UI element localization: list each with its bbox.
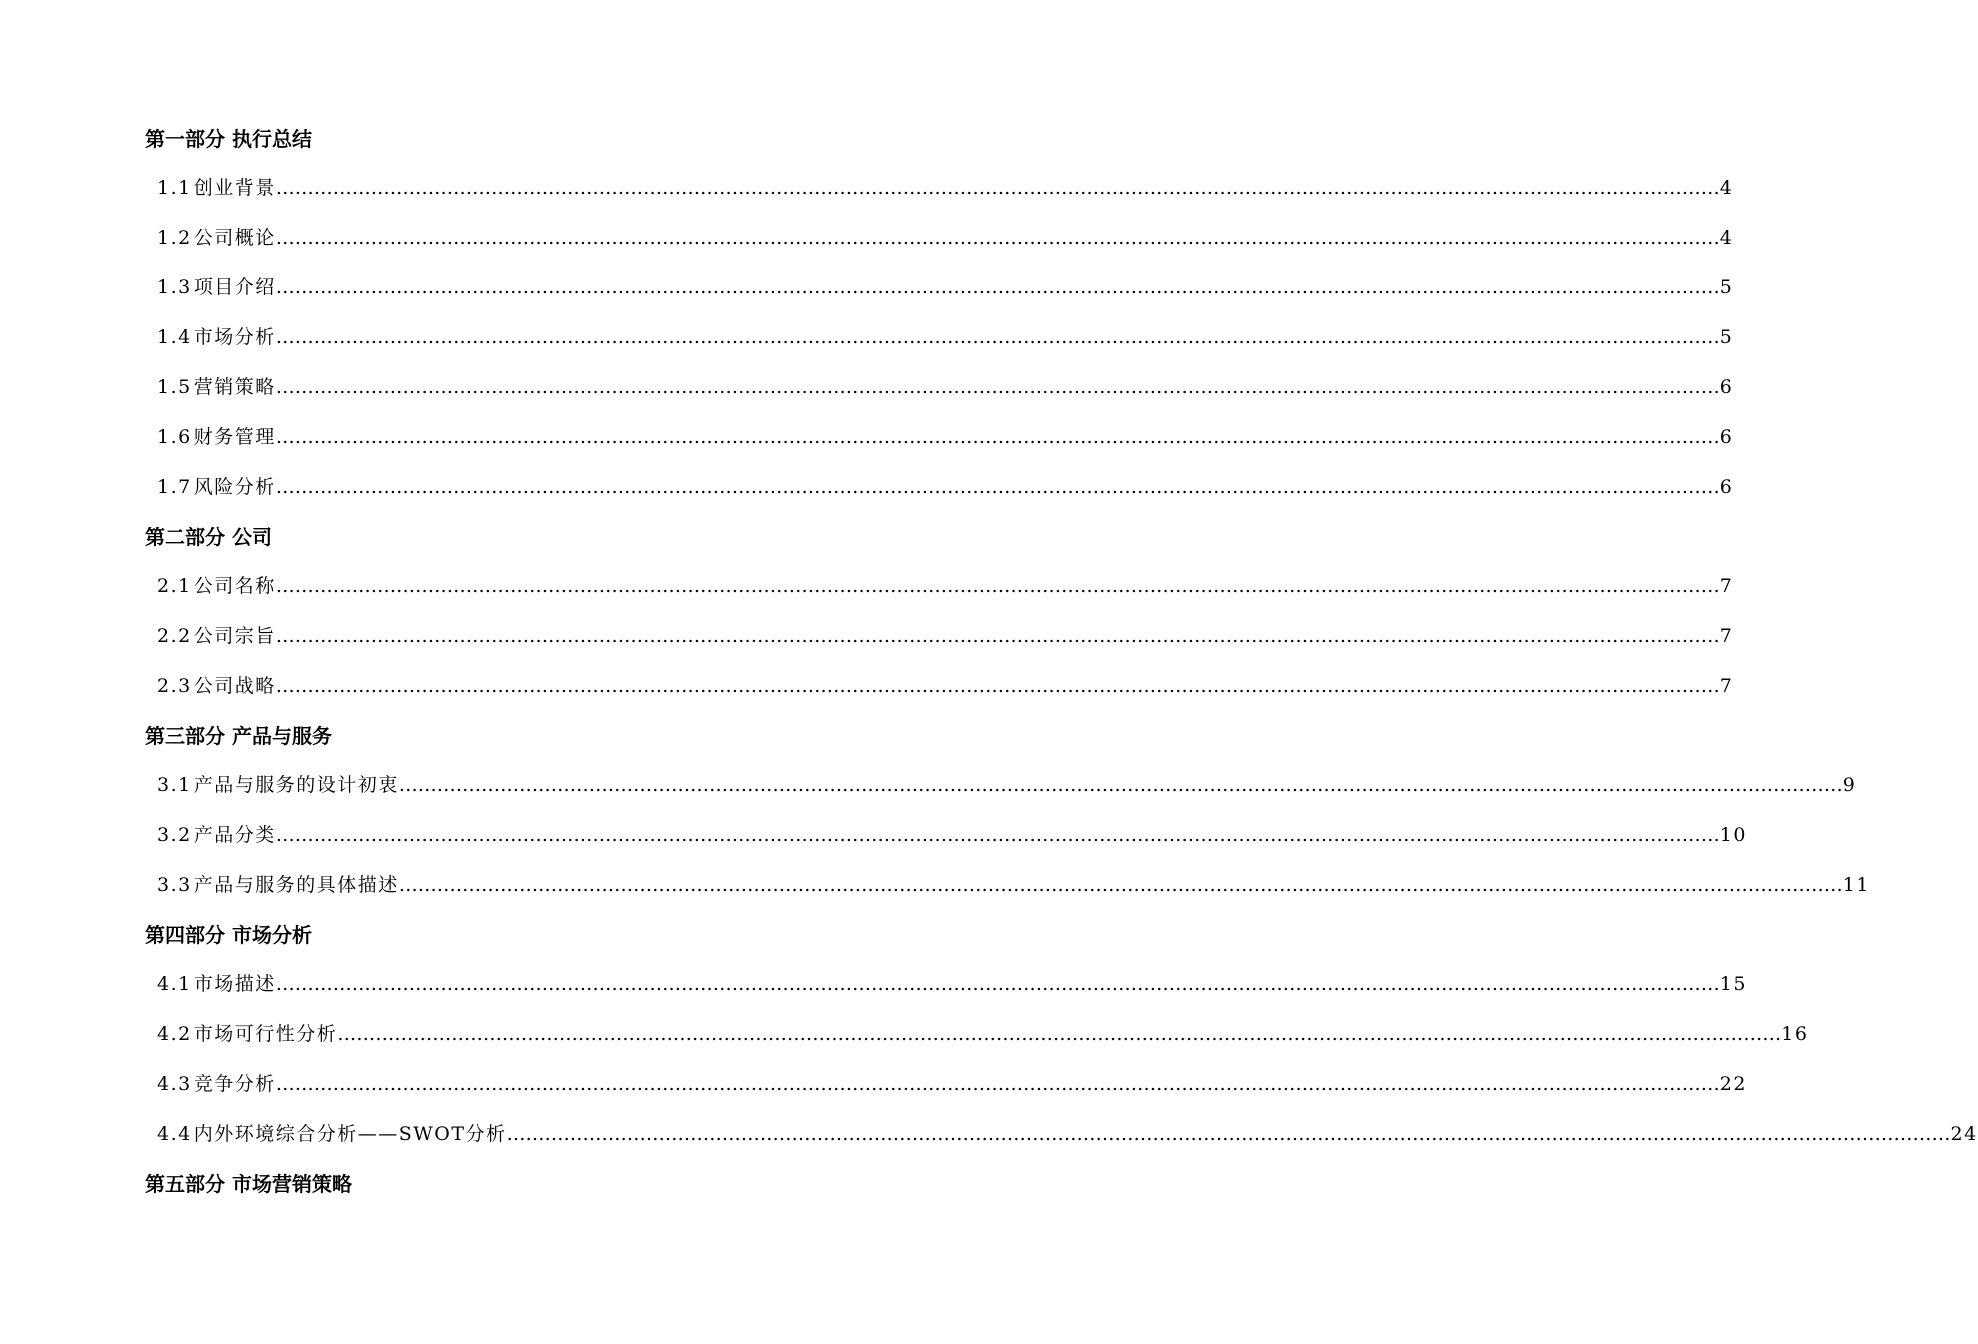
entry-number: 1.5: [157, 376, 192, 398]
entry-page-number: 6: [1719, 376, 1734, 398]
toc-entry-1-5[interactable]: [157, 371, 1734, 403]
toc-entry-1-6[interactable]: [157, 421, 1734, 453]
entry-title: 产品分类: [193, 824, 276, 846]
dot-leader: …………………………………………………………………………………………………………………………………………………………………………………………………………: [275, 426, 1720, 448]
dot-leader: …………………………………………………………………………………………………………………………………………………………………………………………………………: [275, 675, 1720, 697]
toc-entry-4-3[interactable]: [157, 1068, 1747, 1100]
toc-entry-1-7[interactable]: [157, 471, 1734, 503]
toc-entry-1-2[interactable]: [157, 222, 1734, 254]
toc-entry-1-3[interactable]: [157, 271, 1734, 303]
entry-number: 1.6: [157, 426, 192, 448]
entry-title: 产品与服务的设计初衷: [193, 774, 399, 796]
entry-page-number: 6: [1719, 476, 1734, 498]
toc-entry-3-2[interactable]: [157, 819, 1747, 851]
dot-leader: …………………………………………………………………………………………………………………………………………………………………………………………………………: [275, 476, 1720, 498]
toc-entry-4-4[interactable]: [157, 1118, 1978, 1150]
entry-page-number: 9: [1842, 774, 1857, 796]
entry-number: 3.3: [157, 874, 192, 896]
entry-number: 2.2: [157, 625, 192, 647]
entry-title: 公司概论: [193, 227, 276, 249]
dot-leader: …………………………………………………………………………………………………………………………………………………………………………………………………………: [275, 177, 1720, 199]
entry-number: 4.3: [157, 1073, 192, 1095]
section-heading-4: 第四部分 市场分析: [145, 923, 312, 947]
entry-page-number: 5: [1719, 276, 1734, 298]
entry-title: 市场描述: [193, 973, 276, 995]
entry-page-number: 10: [1719, 824, 1747, 846]
dot-leader: …………………………………………………………………………………………………………………………………………………………………………………………………………: [275, 326, 1720, 348]
dot-leader: …………………………………………………………………………………………………………………………………………………………………………………………………………: [275, 376, 1720, 398]
entry-title: 营销策略: [193, 376, 276, 398]
toc-entry-1-4[interactable]: [157, 321, 1734, 353]
entry-number: 1.7: [157, 476, 192, 498]
entry-number: 4.1: [157, 973, 192, 995]
entry-number: 2.3: [157, 675, 192, 697]
entry-number: 1.3: [157, 276, 192, 298]
entry-title: 公司宗旨: [193, 625, 276, 647]
entry-title: 市场可行性分析: [193, 1023, 338, 1045]
toc-entry-3-1[interactable]: [157, 769, 1857, 801]
entry-title: 市场分析: [193, 326, 276, 348]
dot-leader: …………………………………………………………………………………………………………………………………………………………………………………………………………: [275, 973, 1720, 995]
dot-leader: …………………………………………………………………………………………………………………………………………………………………………………………………………: [398, 874, 1843, 896]
entry-page-number: 22: [1719, 1073, 1747, 1095]
section-heading-3: 第三部分 产品与服务: [145, 724, 332, 748]
section-heading-5: 第五部分 市场营销策略: [145, 1172, 352, 1196]
toc-entry-2-2[interactable]: [157, 620, 1734, 652]
entry-title: 内外环境综合分析——SWOT分析: [193, 1123, 507, 1145]
entry-title: 公司战略: [193, 675, 276, 697]
entry-page-number: 7: [1719, 575, 1734, 597]
entry-page-number: 7: [1719, 625, 1734, 647]
entry-number: 1.1: [157, 177, 192, 199]
dot-leader: …………………………………………………………………………………………………………………………………………………………………………………………………………: [275, 276, 1720, 298]
entry-title: 竞争分析: [193, 1073, 276, 1095]
dot-leader: …………………………………………………………………………………………………………………………………………………………………………………………………………: [275, 227, 1720, 249]
entry-title: 公司名称: [193, 575, 276, 597]
entry-page-number: 16: [1781, 1023, 1809, 1045]
entry-page-number: 11: [1842, 874, 1870, 896]
dot-leader: …………………………………………………………………………………………………………………………………………………………………………………………………………: [275, 625, 1720, 647]
section-heading-1: 第一部分 执行总结: [145, 127, 312, 151]
entry-title: 风险分析: [193, 476, 276, 498]
entry-page-number: 4: [1719, 177, 1734, 199]
dot-leader: …………………………………………………………………………………………………………………………………………………………………………………………………………: [275, 575, 1720, 597]
entry-number: 3.2: [157, 824, 192, 846]
entry-page-number: 15: [1719, 973, 1747, 995]
entry-number: 2.1: [157, 575, 192, 597]
toc-entry-1-1[interactable]: [157, 172, 1734, 204]
toc-entry-4-1[interactable]: [157, 968, 1747, 1000]
entry-page-number: 7: [1719, 675, 1734, 697]
toc-entry-4-2[interactable]: [157, 1018, 1809, 1050]
entry-title: 项目介绍: [193, 276, 276, 298]
entry-title: 财务管理: [193, 426, 276, 448]
toc-entry-3-3[interactable]: [157, 869, 1870, 901]
section-heading-2: 第二部分 公司: [145, 525, 272, 549]
dot-leader: …………………………………………………………………………………………………………………………………………………………………………………………………………: [275, 824, 1720, 846]
dot-leader: …………………………………………………………………………………………………………………………………………………………………………………………………………: [275, 1073, 1720, 1095]
entry-title: 创业背景: [193, 177, 276, 199]
entry-page-number: 5: [1719, 326, 1734, 348]
entry-number: 4.4: [157, 1123, 192, 1145]
entry-page-number: 24: [1950, 1123, 1978, 1145]
entry-page-number: 4: [1719, 227, 1734, 249]
entry-number: 4.2: [157, 1023, 192, 1045]
dot-leader: …………………………………………………………………………………………………………………………………………………………………………………………………………: [337, 1023, 1782, 1045]
entry-number: 3.1: [157, 774, 192, 796]
entry-page-number: 6: [1719, 426, 1734, 448]
toc-entry-2-1[interactable]: [157, 570, 1734, 602]
entry-number: 1.2: [157, 227, 192, 249]
toc-entry-2-3[interactable]: [157, 670, 1734, 702]
dot-leader: …………………………………………………………………………………………………………………………………………………………………………………………………………: [506, 1123, 1951, 1145]
entry-title: 产品与服务的具体描述: [193, 874, 399, 896]
entry-number: 1.4: [157, 326, 192, 348]
dot-leader: …………………………………………………………………………………………………………………………………………………………………………………………………………: [398, 774, 1843, 796]
